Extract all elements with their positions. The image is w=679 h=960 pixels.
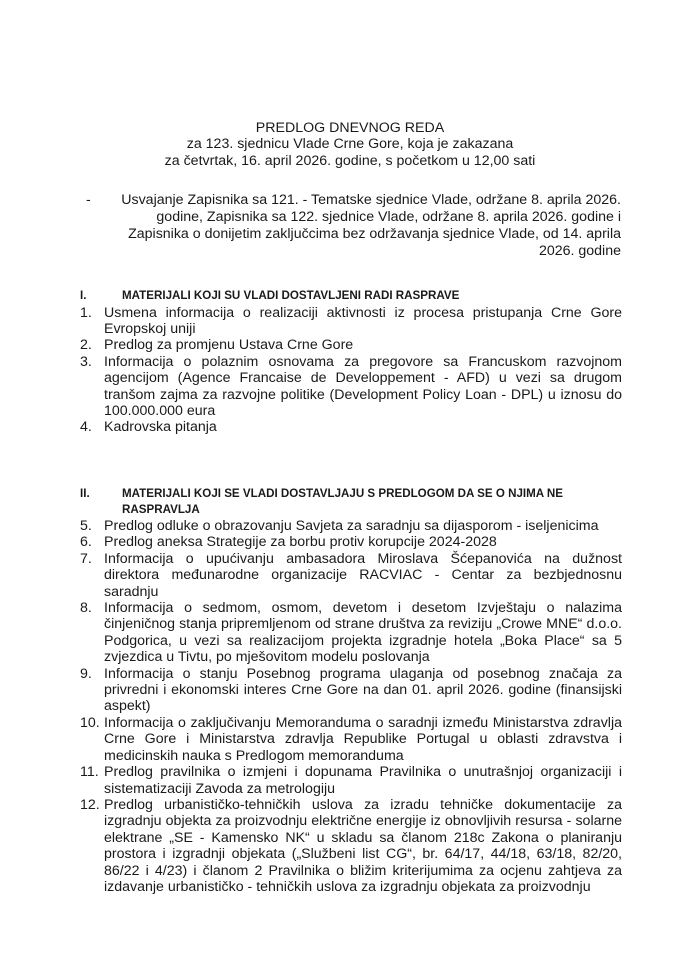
agenda-item [80, 518, 622, 534]
agenda-item [80, 715, 622, 764]
dash-bullet: - [86, 192, 91, 208]
item-number: 1. [80, 304, 92, 321]
item-number: 7. [80, 550, 92, 567]
item-number: 10. [80, 714, 100, 731]
item-text: Predlog urbanističko-tehničkih uslova za izradu tehničke dokumentacije za izgradnju objekta za proizvodnju električne energije iz obnovljivih resursa - solarne elektrane „SE - Kamensko NK“ u skladu sa članom 218c Zakona o planiranju prostora i izgradnji objekata („Službeni list CG“, br. 64/17, 44/18, 63/18, 82/20, 86/22 i 4/23) i članom 2 Pravilnika o bližim kriterijumima za ocjenu zahtjeva za izdavanje urbanističko - tehničkih uslova za izgradnju objekata za proizvodnju [104, 796, 622, 895]
item-text: Informacija o polaznim osnovama za pregovore sa Francuskom razvojnom agencijom (Agence Francaise de Developpement - AFD) u vezi sa drugom tranšom zajma za razvojne politike (Development Policy Loan - DPL) u iznosu do 100.000.000 eura [104, 353, 622, 419]
item-text: Usmena informacija o realizaciji aktivnosti iz procesa pristupanja Crne Gore Evropskoj uniji [104, 304, 622, 337]
item-number: 3. [80, 353, 92, 370]
section-heading [80, 486, 622, 517]
agenda-item [80, 600, 622, 666]
agenda-item [80, 797, 622, 895]
item-number: 9. [80, 665, 92, 682]
item-number: 4. [80, 419, 92, 436]
page-title: PREDLOG DNEVNOG REDA [255, 120, 445, 136]
agenda-item [80, 419, 622, 435]
item-text: Predlog aneksa Strategije za borbu protiv korupcije 2024-2028 [104, 534, 497, 551]
agenda-item [80, 354, 622, 420]
section-non-discussion-materials [80, 486, 622, 895]
item-text: Informacija o sedmom, osmom, devetom i desetom Izvještaju o nalazima činjeničnog stanja pripremljenom od strane društva za reviziju „Crowe MNE“ d.o.o. Podgorica, u vezi sa realizacijom projekta izgradnje hotela „Boka Place“ sa 5 zvjezdica u Tivtu, po mješovitom modelu poslovanja [104, 600, 622, 666]
item-number: 6. [80, 534, 92, 551]
session-line: za 123. sjednicu Vlade Crne Gore, koja je zakazana [186, 136, 514, 153]
agenda-item [80, 305, 622, 338]
section-heading [80, 288, 622, 304]
section-numeral: II. [80, 487, 90, 500]
item-text: Informacija o zaključivanju Memoranduma o saradnji između Ministarstva zdravlja Crne Gore i Ministarstva zdravlja Republike Portugal u oblasti zdravstva i medicinskih nauka s Predlogom memoranduma [104, 714, 622, 764]
item-text: Predlog odluke o obrazovanju Savjeta za saradnju sa dijasporom - iseljenicima [104, 518, 599, 534]
agenda-item [80, 764, 622, 797]
minutes-approval-item [86, 192, 621, 260]
agenda-item [80, 666, 622, 715]
item-text: Informacija o stanju Posebnog programa ulaganja od posebnog značaja za privredni i ekonomski interes Crne Gore na dan 01. april 2026. godine (finansijski aspekt) [104, 665, 622, 715]
agenda-item [80, 534, 622, 550]
item-number: 5. [80, 518, 92, 534]
section-numeral: I. [80, 289, 87, 302]
date-line: za četvrtak, 16. april 2026. godine, s početkom u 12,00 sati [164, 152, 536, 169]
item-text: Predlog pravilnika o izmjeni i dopunama Pravilnika o unutrašnjoj organizaciji i sistematizaciji Zavoda za metrologiju [104, 764, 622, 797]
item-number: 11. [80, 764, 99, 781]
item-number: 2. [80, 337, 92, 354]
minutes-approval-text: Usvajanje Zapisnika sa 121. - Tematske sjednice Vlade, održane 8. aprila 2026. godine, Zapisnika sa 122. sjednice Vlade, održane 8. aprila 2026. godine i Zapisnika o donijetim zaključcima bez održavanja sjednice Vlade, od 14. aprila 2026. godine [121, 192, 621, 259]
agenda-header [80, 120, 620, 169]
item-text: Predlog za promjenu Ustava Crne Gore [104, 337, 354, 354]
section-title: MATERIJALI KOJI SU VLADI DOSTAVLJENI RADI RASPRAVE [122, 289, 460, 302]
agenda-item [80, 337, 622, 353]
agenda-item [80, 551, 622, 600]
item-number: 8. [80, 600, 92, 617]
section-discussion-materials [80, 288, 622, 436]
item-number: 12. [80, 796, 100, 813]
item-text: Kadrovska pitanja [104, 419, 217, 436]
item-text: Informacija o upućivanju ambasadora Miroslava Šćepanovića na dužnost direktora međunarodne organizacije RACVIAC - Centar za bezbjednosnu saradnju [104, 550, 622, 600]
section-title: MATERIJALI KOJI SE VLADI DOSTAVLJAJU S PREDLOGOM DA SE O NJIMA NE RASPRAVLJA [122, 487, 564, 516]
